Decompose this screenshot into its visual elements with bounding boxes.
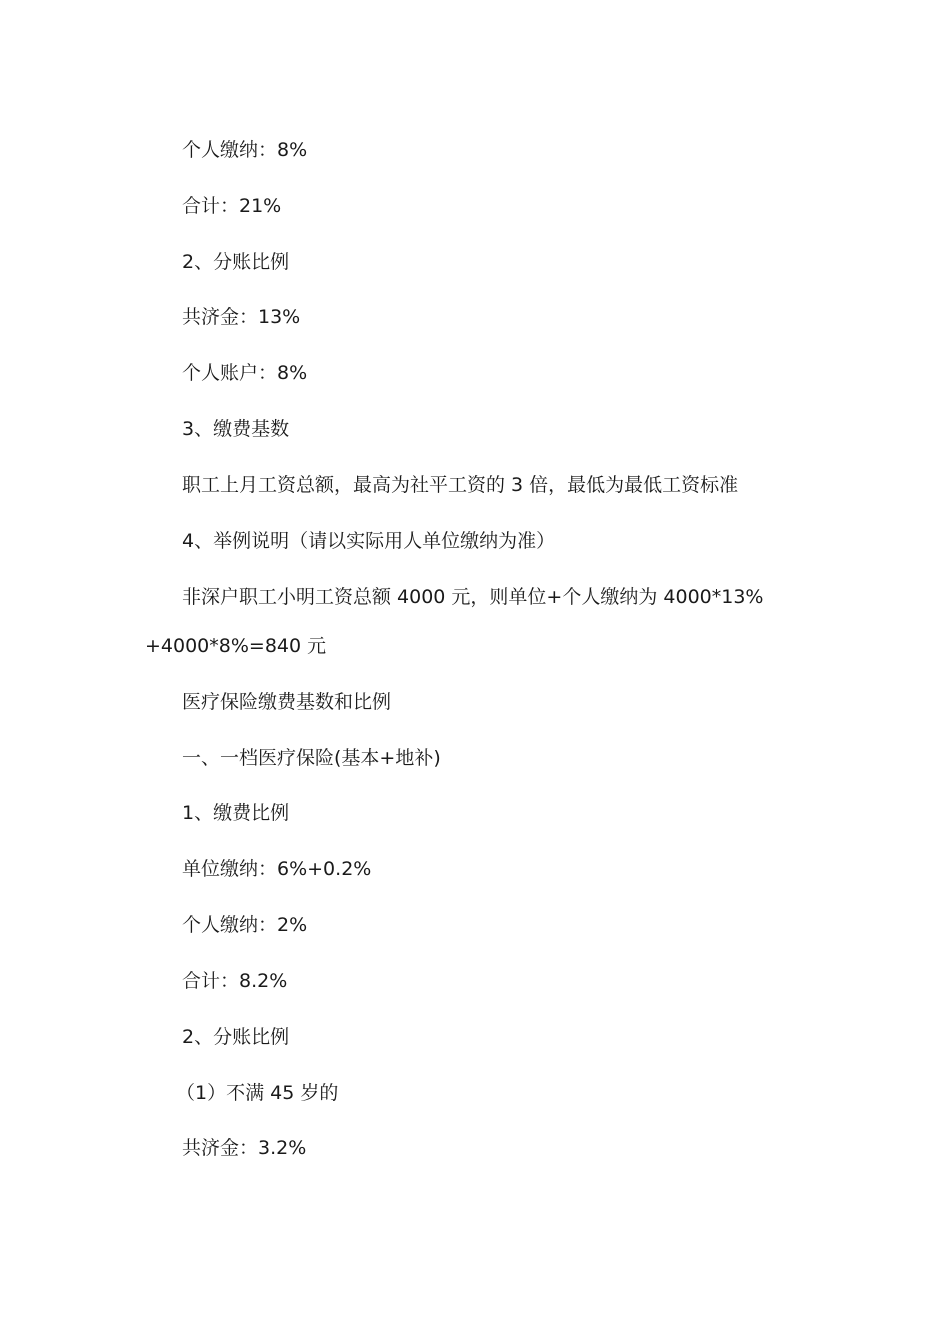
text-line-heading-tier-one: 一、一档医疗保险(基本+地补) (182, 747, 441, 769)
text-line-pooled-fund: 共济金：13% (182, 306, 301, 328)
text-line-personal-contribution: 个人缴纳：8% (182, 139, 308, 161)
text-line-heading-account-split-medical: 2、分账比例 (182, 1026, 290, 1048)
text-line-personal-contribution-medical: 个人缴纳：2% (182, 914, 308, 936)
text-line-pooled-fund-medical: 共济金：3.2% (182, 1137, 307, 1159)
text-line-under-45: （1）不满 45 岁的 (176, 1082, 339, 1104)
text-line-heading-account-split: 2、分账比例 (182, 251, 290, 273)
text-line-total: 合计：21% (182, 195, 282, 217)
text-line-employer-contribution: 单位缴纳：6%+0.2% (182, 858, 372, 880)
text-line-section-medical-insurance: 医疗保险缴费基数和比例 (182, 691, 392, 713)
text-line-example-body: 非深户职工小明工资总额 4000 元，则单位+个人缴纳为 4000*13% (182, 586, 764, 608)
text-line-personal-account: 个人账户：8% (182, 362, 308, 384)
text-line-example-continuation: +4000*8%=840 元 (145, 635, 327, 657)
text-line-heading-contribution-base: 3、缴费基数 (182, 418, 290, 440)
text-line-heading-contribution-ratio: 1、缴费比例 (182, 802, 290, 824)
text-line-base-description: 职工上月工资总额，最高为社平工资的 3 倍，最低为最低工资标准 (182, 474, 739, 496)
text-line-total-medical: 合计：8.2% (182, 970, 288, 992)
text-line-heading-example: 4、举例说明（请以实际用人单位缴纳为准） (182, 530, 556, 552)
